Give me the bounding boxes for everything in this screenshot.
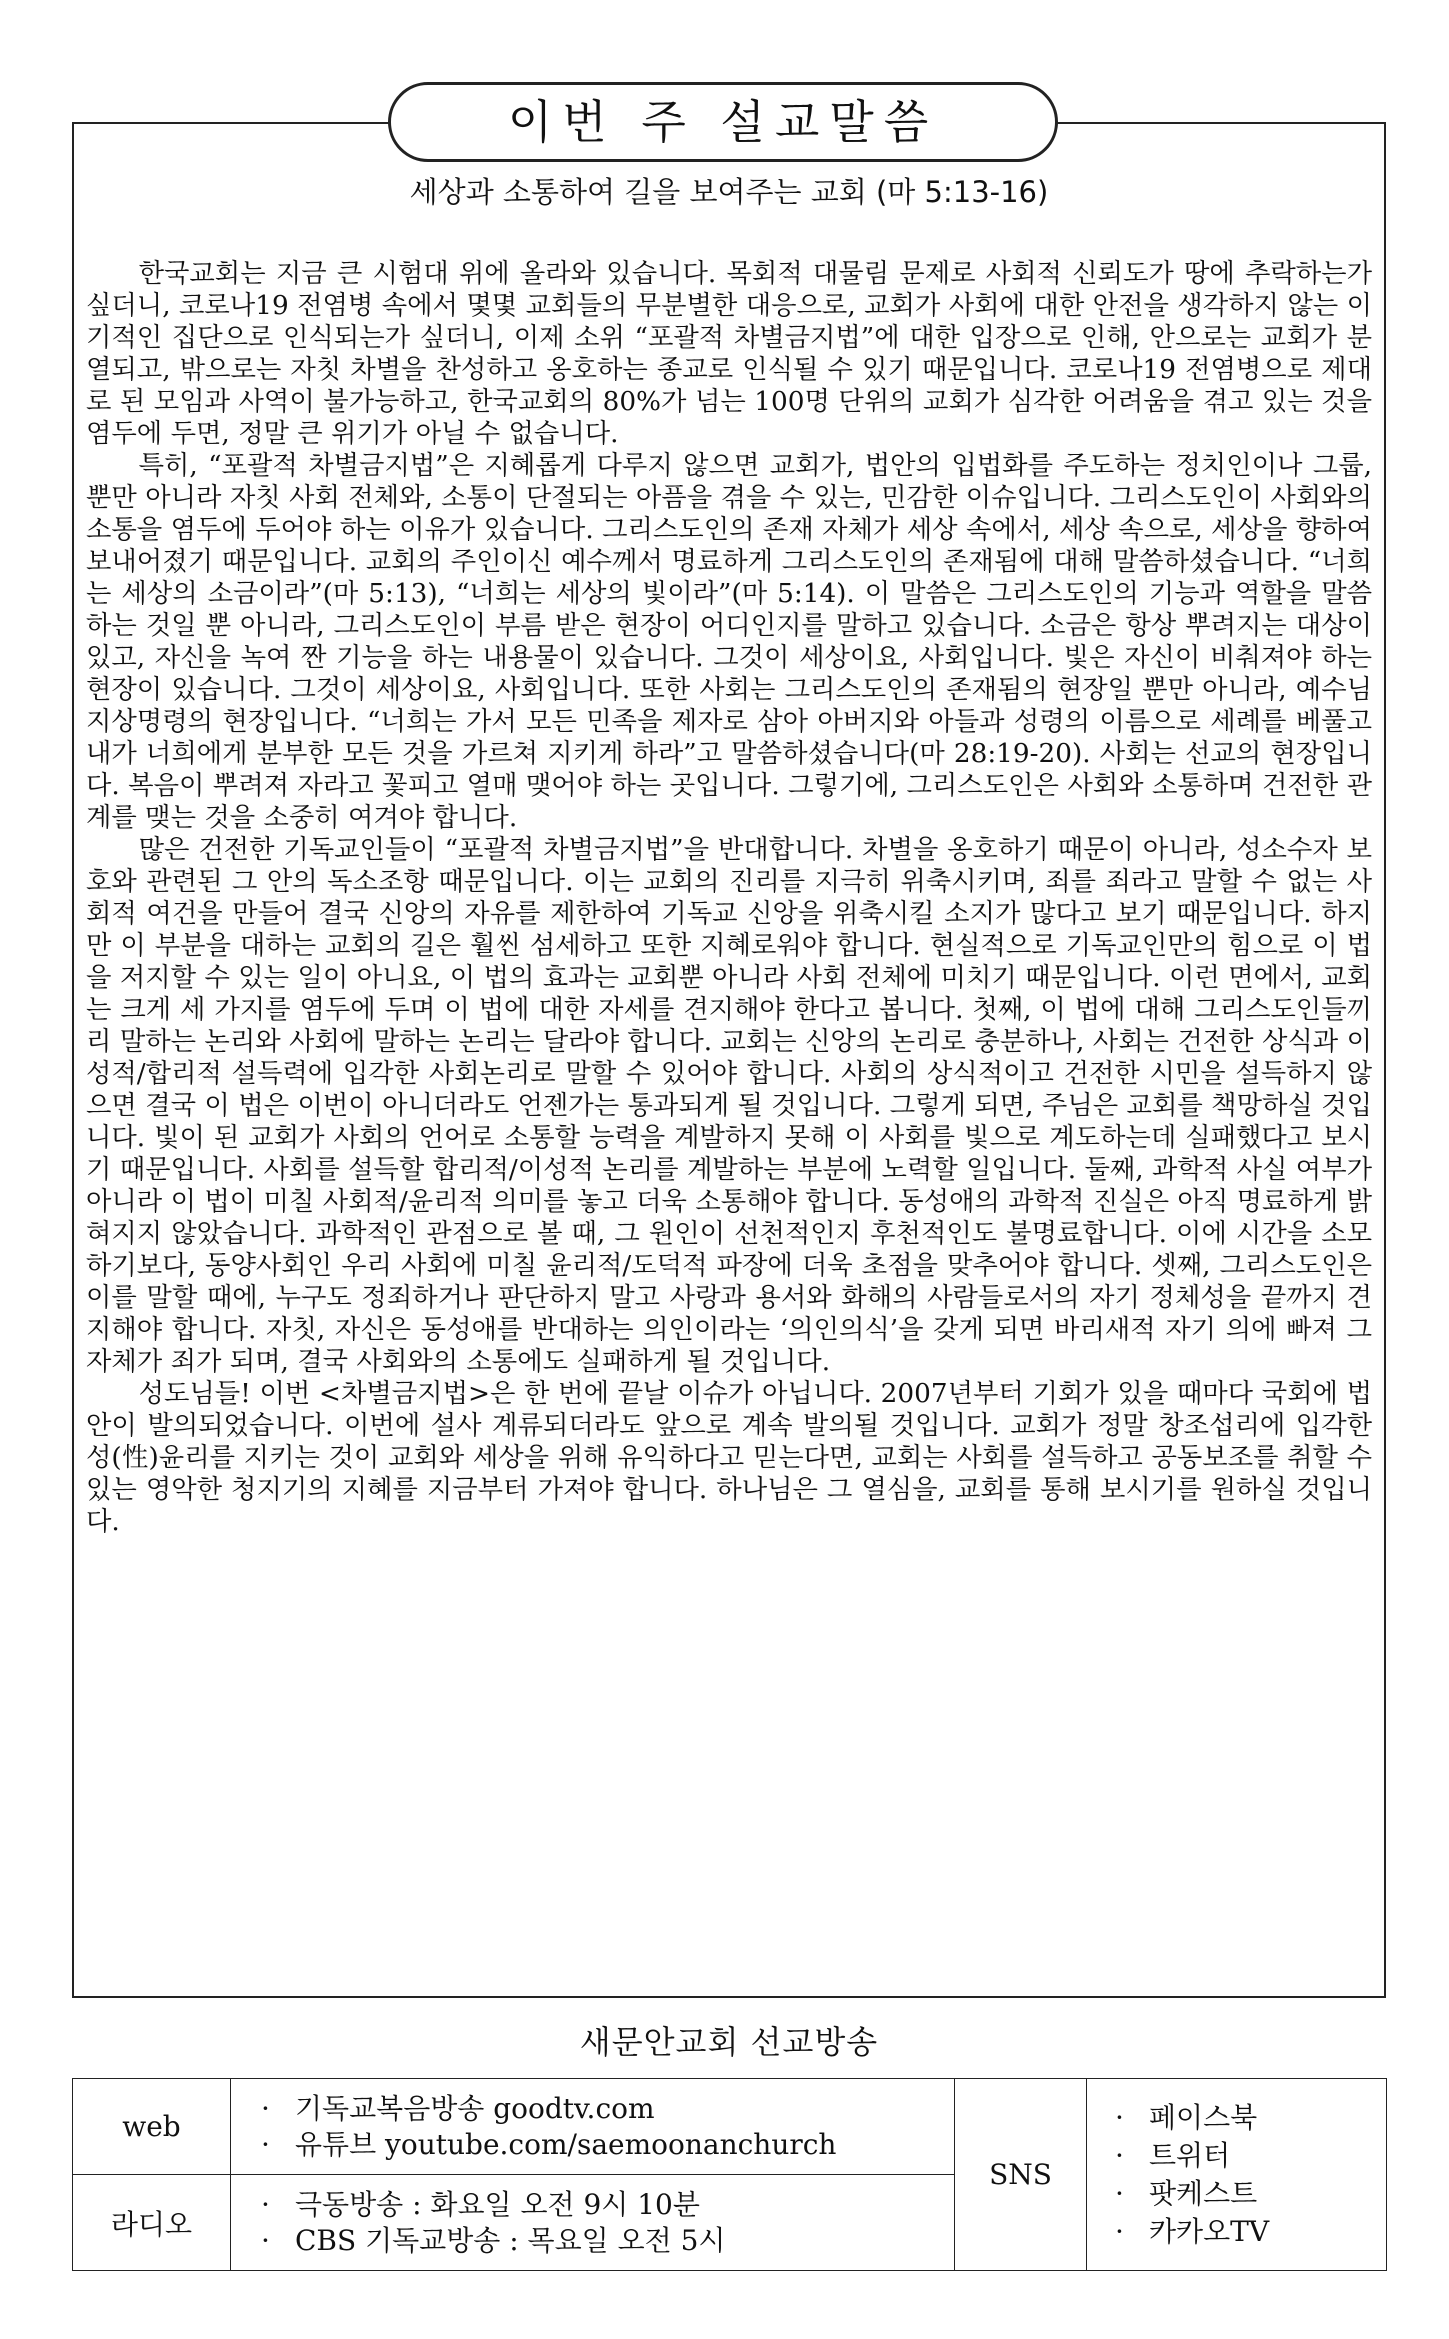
sermon-paragraph: 특히, “포괄적 차별금지법”은 지혜롭게 다루지 않으면 교회가, 법안의 입법화를 주도하는 정치인이나 그룹, 뿐만 아니라 자칫 사회 전체와, 소통이 단절되는 아픔을 겪을 수 있는, 민감한 이슈입니다. 그리스도인이 사회와의 소통을 염두에 두어야 하는 이유가 있습니다. 그리스도인의 존재 자체가 세상 속에서, 세상 속으로, 세상을 향하여 보내어졌기 때문입니다. 교회의 주인이신 예수께서 명료하게 그리스도인의 존재됨에 대해 말씀하셨습니다. “너희는 세상의 소금이라”(마 5:13), “너희는 세상의 빛이라”(마 5:14). 이 말씀은 그리스도인의 기능과 역할을 말씀하는 것일 뿐 아니라, 그리스도인이 부름 받은 현장이 어디인지를 말하고 있습니다. 소금은 항상 뿌려지는 대상이 있고, 자신을 녹여 짠 기능을 하는 내용물이 있습니다. 그것이 세상이요, 사회입니다. 빛은 자신이 비춰져야 하는 현장이 있습니다. 그것이 세상이요, 사회입니다. 또한 사회는 그리스도인의 존재됨의 현장일 뿐만 아니라, 예수님 지상명령의 현장입니다. “너희는 가서 모든 민족을 제자로 삼아 아버지와 아들과 성령의 이름으로 세례를 베풀고 내가 너희에게 분부한 모든 것을 가르쳐 지키게 하라”고 말씀하셨습니다(마 28:19-20). 사회는 선교의 현장입니다. 복음이 뿌려져 자라고 꽃피고 열매 맺어야 하는 곳입니다. 그렇기에, 그리스도인은 사회와 소통하며 건전한 관계를 맺는 것을 소중히 여겨야 합니다.	[86, 451, 1372, 833]
radio-list	[231, 2175, 955, 2271]
sns-item	[1115, 2099, 1386, 2137]
sns-item	[1115, 2137, 1386, 2175]
bullet: ·	[1115, 2176, 1124, 2210]
web-list	[231, 2079, 955, 2175]
bullet: ·	[1115, 2138, 1124, 2172]
bullet: ·	[261, 2187, 270, 2221]
bullet: ·	[1115, 2214, 1124, 2248]
radio-item	[261, 2187, 954, 2223]
web-item-youtube[interactable]: 유튜브 youtube.com/saemoonanchurch	[295, 2127, 837, 2161]
web-item	[261, 2127, 954, 2163]
sns-item-kakaotv[interactable]: 카카오TV	[1149, 2214, 1270, 2248]
sermon-subtitle: 세상과 소통하여 길을 보여주는 교회 (마 5:13-16)	[409, 175, 1049, 209]
bullet: ·	[1115, 2100, 1124, 2134]
sns-item-podcast[interactable]: 팟케스트	[1149, 2176, 1258, 2210]
sns-item-twitter[interactable]: 트위터	[1149, 2138, 1231, 2172]
bullet: ·	[261, 2091, 270, 2125]
web-label: web	[73, 2079, 231, 2175]
sns-label: SNS	[955, 2079, 1087, 2271]
sns-list	[1087, 2079, 1387, 2271]
sermon-paragraph: 성도님들! 이번 <차별금지법>은 한 번에 끝날 이슈가 아닙니다. 2007년부터 기회가 있을 때마다 국회에 법안이 발의되었습니다. 이번에 설사 계류되더라도 앞으로 계속 발의될 것입니다. 교회가 정말 창조섭리에 입각한 성(性)윤리를 지키는 것이 교회와 세상을 위해 유익하다고 믿는다면, 교회는 사회를 설득하고 공동보조를 취할 수 있는 영악한 청지기의 지혜를 지금부터 가져야 합니다. 하나님은 그 열심을, 교회를 통해 보시기를 원하실 것입니다.	[86, 1379, 1372, 1537]
bullet: ·	[261, 2223, 270, 2257]
bullet: ·	[261, 2127, 270, 2161]
page-title: 이번 주 설교말씀	[507, 95, 939, 149]
broadcast-title: 새문안교회 선교방송	[579, 2023, 879, 2061]
radio-item-febc: 극동방송 : 화요일 오전 9시 10분	[295, 2187, 700, 2221]
web-item	[261, 2091, 954, 2127]
sns-item	[1115, 2213, 1386, 2251]
radio-item	[261, 2223, 954, 2259]
radio-label: 라디오	[73, 2175, 231, 2271]
sermon-body	[86, 258, 1372, 1988]
broadcast-table	[72, 2078, 1387, 2271]
sermon-paragraph: 한국교회는 지금 큰 시험대 위에 올라와 있습니다. 목회적 대물림 문제로 사회적 신뢰도가 땅에 추락하는가 싶더니, 코로나19 전염병 속에서 몇몇 교회들의 무분별한 대응으로, 교회가 사회에 대한 안전을 생각하지 않는 이기적인 집단으로 인식되는가 싶더니, 이제 소위 “포괄적 차별금지법”에 대한 입장으로 인해, 안으로는 교회가 분열되고, 밖으로는 자칫 차별을 찬성하고 옹호하는 종교로 인식될 수 있기 때문입니다. 코로나19 전염병으로 제대로 된 모임과 사역이 불가능하고, 한국교회의 80%가 넘는 100명 단위의 교회가 심각한 어려움을 겪고 있는 것을 염두에 두면, 정말 큰 위기가 아닐 수 없습니다.	[86, 259, 1372, 449]
sns-item-facebook[interactable]: 페이스북	[1149, 2100, 1258, 2134]
radio-item-cbs: CBS 기독교방송 : 목요일 오전 5시	[295, 2223, 726, 2257]
title-banner	[388, 82, 1058, 162]
web-item-goodtv[interactable]: 기독교복음방송 goodtv.com	[295, 2091, 655, 2125]
sns-item	[1115, 2175, 1386, 2213]
sermon-paragraph: 많은 건전한 기독교인들이 “포괄적 차별금지법”을 반대합니다. 차별을 옹호하기 때문이 아니라, 성소수자 보호와 관련된 그 안의 독소조항 때문입니다. 이는 교회의 진리를 지극히 위축시키며, 죄를 죄라고 말할 수 없는 사회적 여건을 만들어 결국 신앙의 자유를 제한하여 기독교 신앙을 위축시킬 소지가 많다고 보기 때문입니다. 하지만 이 부분을 대하는 교회의 길은 훨씬 섬세하고 또한 지혜로워야 합니다. 현실적으로 기독교인만의 힘으로 이 법을 저지할 수 있는 일이 아니요, 이 법의 효과는 교회뿐 아니라 사회 전체에 미치기 때문입니다. 이런 면에서, 교회는 크게 세 가지를 염두에 두며 이 법에 대한 자세를 견지해야 한다고 봅니다. 첫째, 이 법에 대해 그리스도인들끼리 말하는 논리와 사회에 말하는 논리는 달라야 합니다. 교회는 신앙의 논리로 충분하나, 사회는 건전한 상식과 이성적/합리적 설득력에 입각한 사회논리로 말할 수 있어야 합니다. 사회의 상식적이고 건전한 시민을 설득하지 않으면 결국 이 법은 이번이 아니더라도 언젠가는 통과되게 될 것입니다. 그렇게 되면, 주님은 교회를 책망하실 것입니다. 빛이 된 교회가 사회의 언어로 소통할 능력을 계발하지 못해 이 사회를 빛으로 계도하는데 실패했다고 보시기 때문입니다. 사회를 설득할 합리적/이성적 논리를 계발하는 부분에 노력할 일입니다. 둘째, 과학적 사실 여부가 아니라 이 법이 미칠 사회적/윤리적 의미를 놓고 더욱 소통해야 합니다. 동성애의 과학적 진실은 아직 명료하게 밝혀지지 않았습니다. 과학적인 관점으로 볼 때, 그 원인이 선천적인지 후천적인도 불명료합니다. 이에 시간을 소모하기보다, 동양사회인 우리 사회에 미칠 윤리적/도덕적 파장에 더욱 초점을 맞추어야 합니다. 셋째, 그리스도인은 이를 말할 때에, 누구도 정죄하거나 판단하지 말고 사랑과 용서와 화해의 사람들로서의 자기 정체성을 끝까지 견지해야 합니다. 자칫, 자신은 동성애를 반대하는 의인이라는 ‘의인의식’을 갖게 되면 바리새적 자기 의에 빠져 그 자체가 죄가 되며, 결국 사회와의 소통에도 실패하게 될 것입니다.	[86, 835, 1372, 1377]
